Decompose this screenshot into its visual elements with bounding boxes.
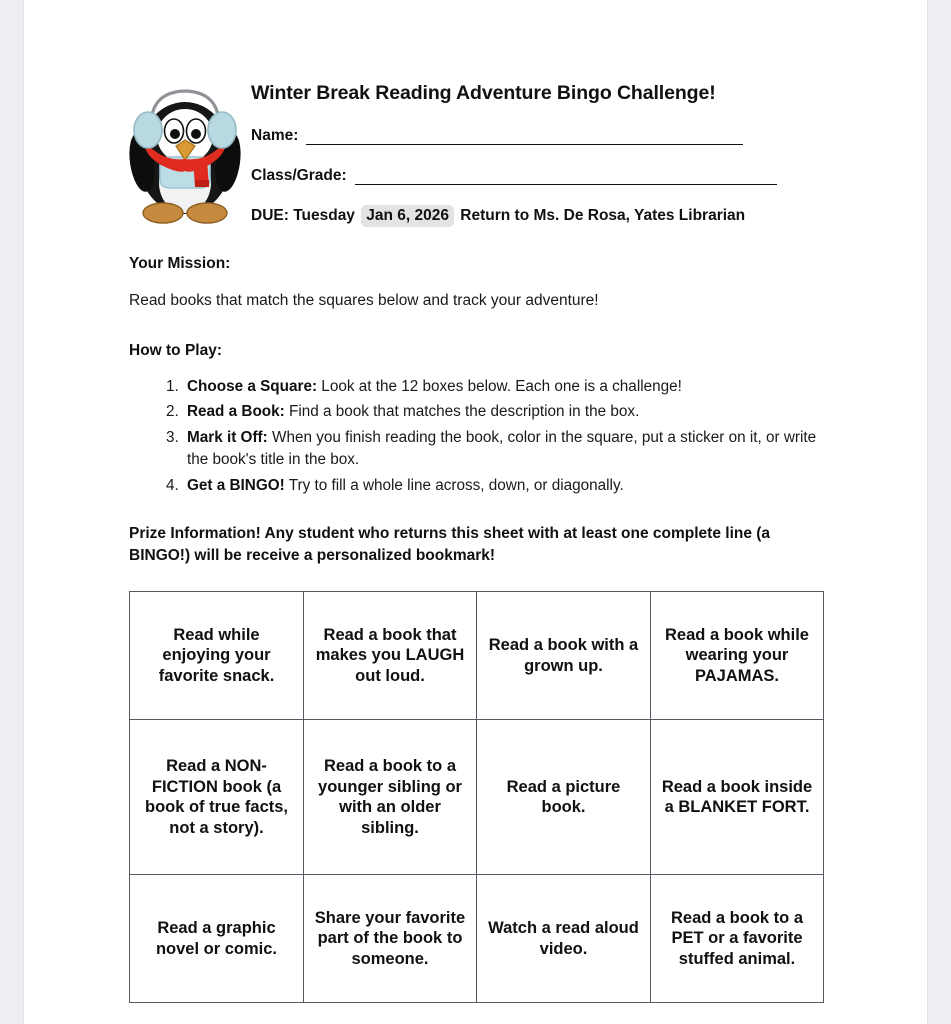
- bingo-cell[interactable]: Watch a read aloud video.: [477, 875, 651, 1003]
- bingo-table: [129, 591, 824, 1003]
- due-suffix-text: Return to Ms. De Rosa, Yates Librarian: [460, 207, 746, 224]
- step-text: Look at the 12 boxes below. Each one is a challenge!: [317, 377, 682, 395]
- bingo-cell[interactable]: Read a book to a younger sibling or with an older sibling.: [304, 720, 477, 875]
- table-row: [130, 720, 824, 875]
- bingo-cell[interactable]: Read a book to a PET or a favorite stuffed animal.: [651, 875, 824, 1003]
- bingo-cell[interactable]: Read a NON-FICTION book (a book of true facts, not a story).: [130, 720, 304, 875]
- step-title: Mark it Off:: [187, 428, 268, 446]
- step-title: Choose a Square:: [187, 377, 318, 395]
- mission-heading: Your Mission:: [129, 255, 231, 272]
- step-text: Find a book that matches the description in the box.: [284, 403, 640, 421]
- bingo-card: [129, 591, 829, 1003]
- penguin-icon: [129, 80, 241, 230]
- bingo-cell[interactable]: Read while enjoying your favorite snack.: [130, 592, 304, 720]
- bingo-cell[interactable]: Share your favorite part of the book to someone.: [304, 875, 477, 1003]
- document-header: [129, 72, 829, 225]
- bingo-cell[interactable]: Read a picture book.: [477, 720, 651, 875]
- bingo-cell[interactable]: Read a book that makes you LAUGH out loud.: [304, 592, 477, 720]
- name-field-row: [251, 127, 829, 145]
- class-grade-field-label: Class/Grade:: [251, 167, 347, 184]
- step-item: [183, 376, 829, 398]
- class-grade-input-line[interactable]: [355, 171, 777, 185]
- name-input-line[interactable]: [306, 131, 743, 145]
- name-field-label: Name:: [251, 127, 299, 144]
- bingo-cell[interactable]: Read a graphic novel or comic.: [130, 875, 304, 1003]
- due-prefix-text: DUE: Tuesday: [251, 207, 355, 224]
- class-grade-field-row: [251, 167, 829, 185]
- step-title: Get a BINGO!: [187, 476, 285, 494]
- page-title: Winter Break Reading Adventure Bingo Challenge!: [251, 82, 716, 104]
- bingo-cell[interactable]: Read a book with a grown up.: [477, 592, 651, 720]
- table-row: [130, 592, 824, 720]
- how-to-play-heading: How to Play:: [129, 341, 223, 359]
- step-item: [183, 401, 829, 423]
- how-to-play-steps: [129, 376, 829, 497]
- header-text-block: [251, 72, 829, 225]
- step-item: [183, 427, 829, 472]
- document-content: [129, 0, 829, 1003]
- prize-information-text: Prize Information! Any student who returns this sheet with at least one complete line (a BINGO!) will be receive a personalized bookmark!: [129, 525, 771, 565]
- step-title: Read a Book:: [187, 403, 285, 421]
- table-row: [130, 875, 824, 1003]
- due-date-row: [251, 207, 829, 225]
- mission-text: Read books that match the squares below and track your adventure!: [129, 292, 599, 309]
- due-date-chip: Jan 6, 2026: [361, 205, 454, 227]
- step-item: [183, 475, 829, 497]
- bingo-cell[interactable]: Read a book inside a BLANKET FORT.: [651, 720, 824, 875]
- bingo-cell[interactable]: Read a book while wearing your PAJAMAS.: [651, 592, 824, 720]
- step-text: When you finish reading the book, color in the square, put a sticker on it, or write the book's title in the box.: [187, 428, 817, 469]
- document-page: [24, 0, 927, 1024]
- step-text: Try to fill a whole line across, down, or diagonally.: [284, 476, 624, 494]
